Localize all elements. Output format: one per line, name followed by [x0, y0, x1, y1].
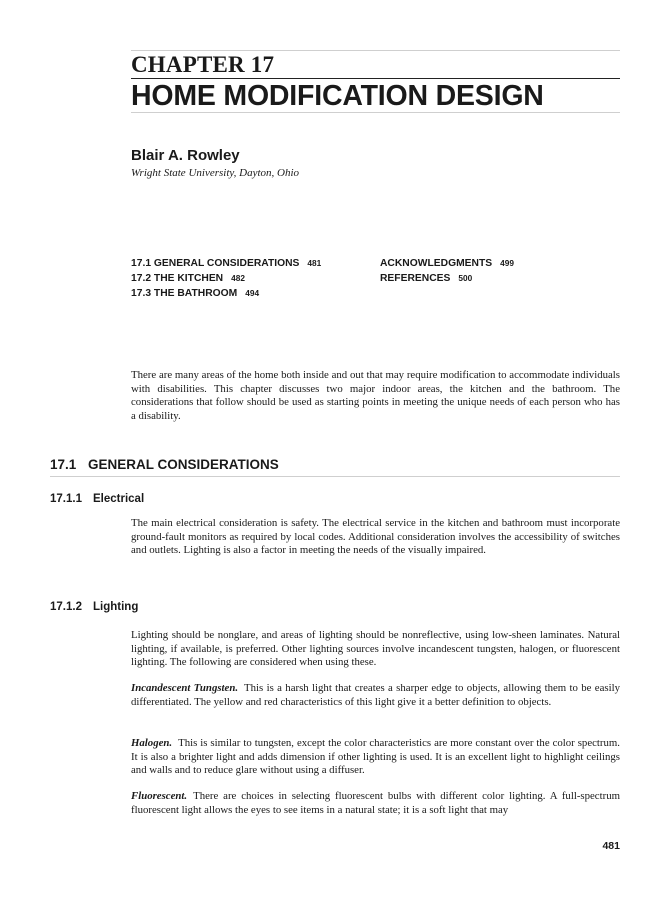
- toc-left-column: [131, 256, 321, 301]
- subsection-title: Electrical: [93, 493, 145, 505]
- runin-text: This is similar to tungsten, except the color characteristics are more constant over the color spectrum. It is also a brighter light and adds dimension if other lighting is used. It is an excellent light to highlight ceilings and walls and to reduce glare without using a diffuser.: [131, 737, 620, 776]
- toc-entry[interactable]: [131, 271, 321, 286]
- runin-term: Incandescent Tungsten.: [131, 682, 239, 694]
- runin-term: Halogen.: [131, 737, 173, 749]
- toc-entry-label: 17.1 GENERAL CONSIDERATIONS: [131, 258, 300, 269]
- subsection-number: 17.1.2: [50, 601, 82, 613]
- section-rule: [50, 476, 620, 477]
- chapter-label: CHAPTER 17: [131, 52, 275, 77]
- intro-paragraph: There are many areas of the home both inside and out that may require modification to accommodate individuals with disabilities. This chapter discusses two major indoor areas, the kitchen and the bathroom. The considerations that follow should be used as starting points in meeting the unique needs of each person who has a disability.: [131, 369, 620, 422]
- author-name: Blair A. Rowley: [131, 147, 240, 164]
- toc-entry-label: 17.3 THE BATHROOM: [131, 288, 238, 299]
- toc-entry-page: 494: [245, 288, 260, 298]
- toc-entry-page: 500: [458, 273, 473, 283]
- lighting-item-incandescent: [131, 682, 620, 709]
- toc-entry-label: REFERENCES: [380, 273, 451, 284]
- toc-entry-label: ACKNOWLEDGMENTS: [380, 258, 493, 269]
- toc-entry-label: 17.2 THE KITCHEN: [131, 273, 224, 284]
- subsection-heading-electrical: [50, 492, 144, 506]
- author-affiliation: Wright State University, Dayton, Ohio: [131, 167, 300, 179]
- header-divider-rule: [131, 78, 620, 79]
- section-number: 17.1: [50, 457, 77, 472]
- toc-entry-page: 499: [500, 258, 514, 268]
- runin-term: Fluorescent.: [131, 790, 188, 802]
- lighting-paragraph: Lighting should be nonglare, and areas of lighting should be nonreflective, using low-sheen laminates. Natural lighting, if available, is preferred. Other lighting sources involve incandescent tungsten, halogen, or fluorescent lighting. The following are considered when using these.: [131, 629, 620, 668]
- toc-entry[interactable]: [380, 271, 514, 286]
- page-number: 481: [602, 840, 620, 852]
- chapter-title: HOME MODIFICATION DESIGN: [131, 80, 544, 112]
- subsection-heading-lighting: [50, 600, 138, 614]
- electrical-paragraph: The main electrical consideration is safety. The electrical service in the kitchen and bathroom must incorporate ground-fault monitors as required by local codes. Additional consideration involves the accessibility of switches and outlets. Lighting is also a factor in meeting the needs of the visually impaired.: [131, 517, 620, 556]
- toc-entry-page: 481: [307, 258, 322, 268]
- toc-entry-page: 482: [231, 273, 245, 283]
- lighting-item-halogen: [131, 737, 620, 778]
- lighting-item-fluorescent: [131, 790, 620, 817]
- runin-text: This is a harsh light that creates a sharper edge to objects, allowing them to be easily differentiated. The yellow and red characteristics of this light give it a better definition to objects.: [131, 682, 620, 708]
- header-top-rule: [131, 50, 620, 51]
- section-heading: [50, 457, 279, 473]
- subsection-number: 17.1.1: [50, 493, 82, 505]
- toc-entry[interactable]: [131, 256, 321, 271]
- section-title: GENERAL CONSIDERATIONS: [88, 457, 279, 472]
- toc-entry[interactable]: [380, 256, 514, 271]
- toc-entry[interactable]: [131, 286, 321, 301]
- header-bottom-rule: [131, 112, 620, 113]
- runin-text: There are choices in selecting fluorescent bulbs with different color lighting. A full-spectrum fluorescent light allows the eyes to see items in a natural state; it is a soft light that may: [131, 790, 620, 816]
- toc-right-column: [380, 256, 514, 286]
- subsection-title: Lighting: [93, 601, 139, 613]
